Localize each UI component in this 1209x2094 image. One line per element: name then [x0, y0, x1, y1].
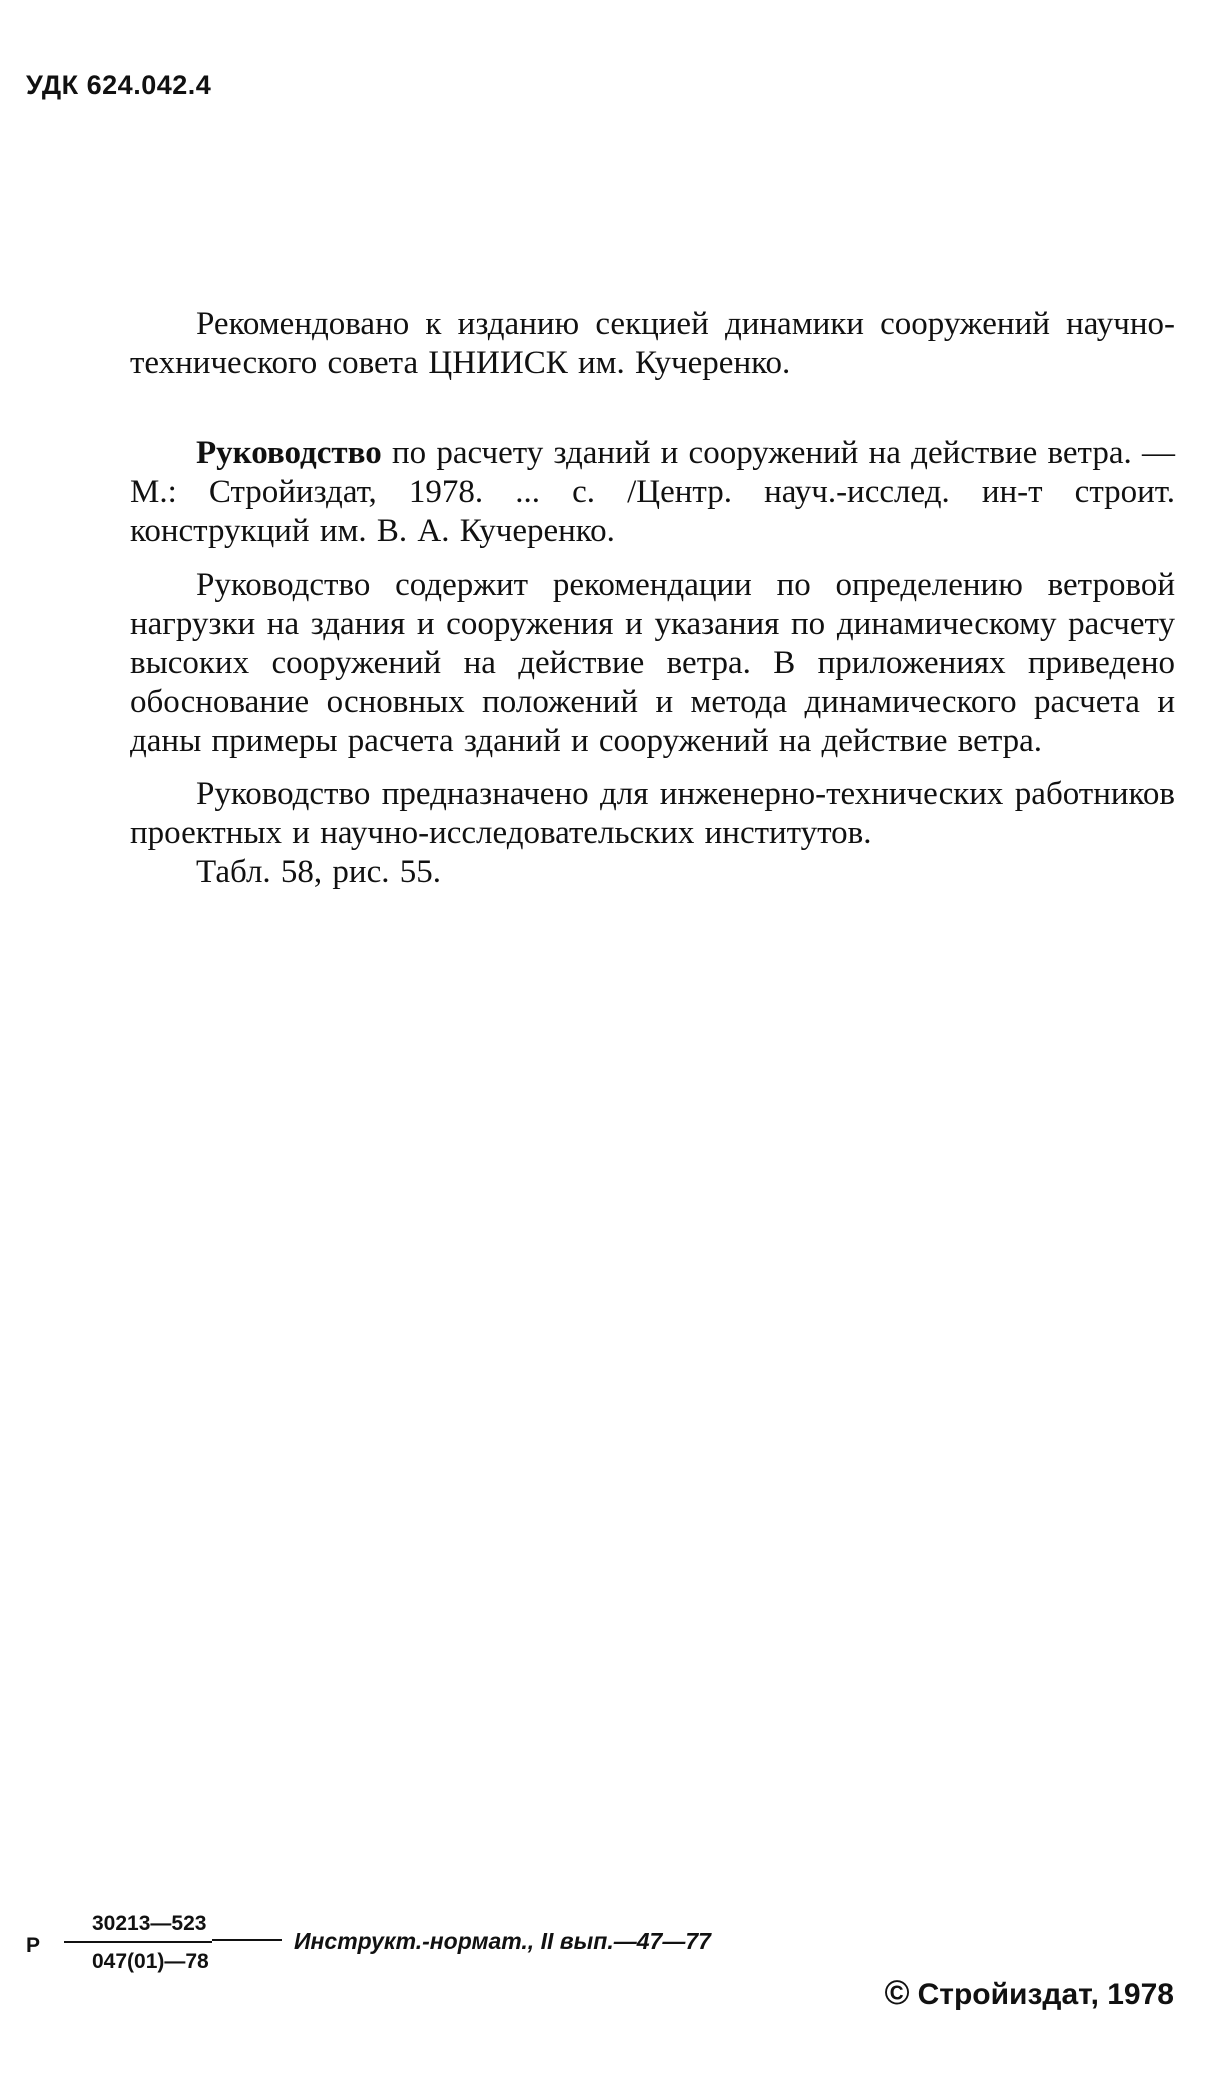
bibliographic-lead: Руководство — [196, 435, 382, 471]
code-letter: Р — [26, 1934, 41, 1957]
annotation-paragraph-1: Руководство содержит рекомендации по определению ветровой нагрузки на здания и сооружения и указания по динамическому расчету высоких сооружений на действие ветра. В приложениях приведено обоснование основных положений и метода динамического расчета и даны примеры расчета зданий и сооружений на действие ветра. — [130, 567, 1175, 759]
copyright-text: Стройиздат, 1978 — [917, 1978, 1174, 2011]
recommendation-note — [130, 305, 1175, 383]
annotation-paragraph-2 — [130, 775, 1175, 892]
bibliographic-description — [130, 434, 1175, 551]
series-info: Инструкт.-нормат., II вып.—47—77 — [294, 1928, 711, 1954]
recommendation-text: Рекомендовано к изданию секцией динамики сооружений научно-технического совета ЦНИИСК им. Кучеренко. — [130, 306, 1175, 381]
tables-figures-count: Табл. 58, рис. 55. — [196, 854, 441, 890]
copyright-icon: © — [884, 1974, 910, 2012]
code-numerator: 30213—523 — [64, 1912, 212, 1943]
annotation-paragraph-2-text: Руководство предназначено для инженерно-технических работников проектных и научно-исследовательских институтов. — [130, 776, 1175, 851]
bibliographic-paragraph — [130, 434, 1175, 551]
bibliographic-rest: по расчету зданий и сооружений на действие ветра. — М.: Стройиздат, 1978. ... с. /Центр. науч.-исслед. ин-т строит. конструкций им. В. А. Кучеренко. — [130, 435, 1175, 549]
code-denominator: 047(01)—78 — [92, 1950, 209, 1973]
copyright — [885, 1974, 1174, 2013]
udk-code: УДК 624.042.4 — [26, 70, 212, 100]
code-fraction — [64, 1912, 281, 1974]
annotation — [130, 566, 1175, 892]
fraction-rule — [212, 1939, 282, 1941]
